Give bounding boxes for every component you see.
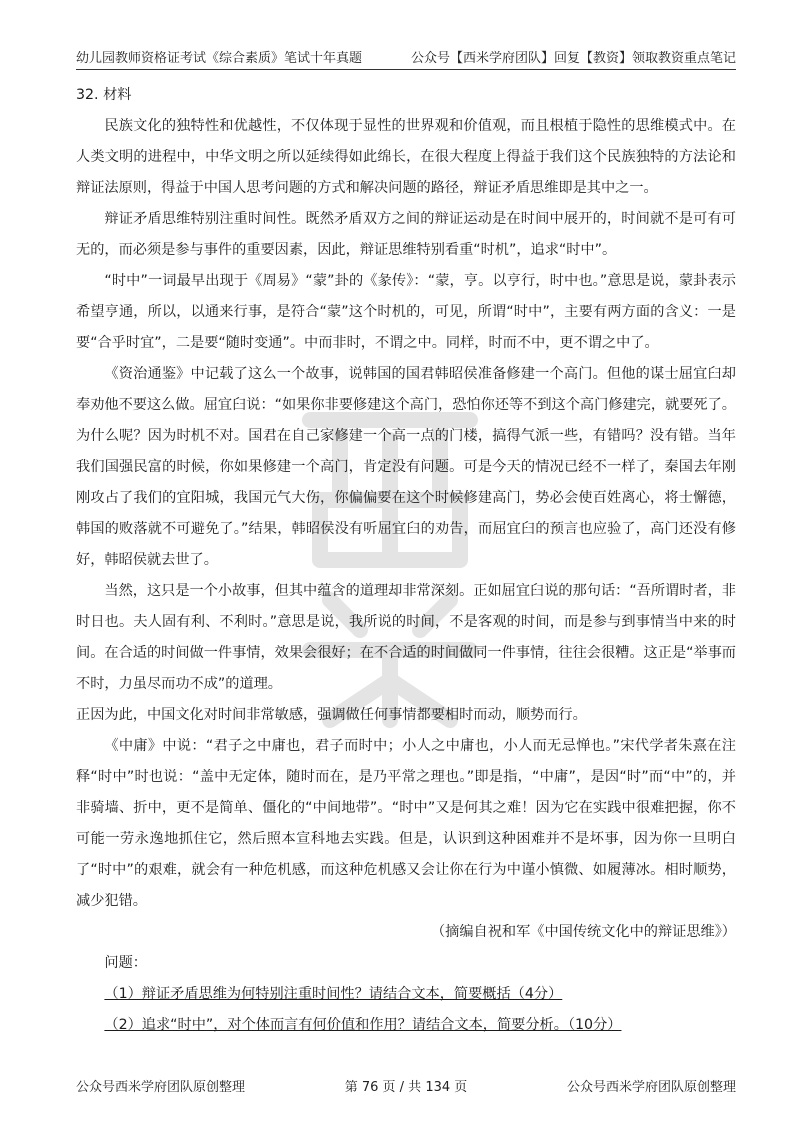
header-title: 幼儿园教师资格证考试《综合素质》笔试十年真题 [76, 51, 363, 66]
footer-left: 公众号西米学府团队原创整理 [76, 1080, 246, 1095]
page-footer [76, 1076, 736, 1095]
paragraph: “时中”一词最早出现于《周易》“蒙”卦的《彖传》：“蒙，亨。以亨行，时中也。”意思是说，蒙卦表示希望亨通，所以，以通来行事，是符合“蒙”这个时机的，可见，所谓“时中”，主要有两方面的含义：一是要“合乎时宜”，二是要“随时变通”。中而非时，不谓之中。同样，时而不中，更不谓之中了。 [76, 273, 736, 351]
question-number: 32. 材料 [76, 87, 132, 103]
paragraph: 辩证矛盾思维特别注重时间性。既然矛盾双方之间的辩证运动是在时间中展开的，时间就不是可有可无的，而必须是参与事件的重要因素，因此，辩证思维特别看重“时机”，追求“时中”。 [76, 211, 736, 258]
page-number: 第 76 页 / 共 134 页 [344, 1080, 468, 1095]
paragraph: 正因为此，中国文化对时间非常敏感，强调做任何事情都要相时而动，顺势而行。 [76, 707, 587, 723]
sub-question [76, 1010, 736, 1041]
source-citation: （摘编自祝和军《中国传统文化中的辩证思维》） [430, 924, 736, 940]
sub-question-text: （1）辩证矛盾思维为何特别注重时间性？请结合文本，简要概括（4分） [104, 986, 563, 1002]
sub-question-text: （2）追求“时中”，对个体而言有何价值和作用？请结合文本，简要分析。（10分） [104, 1017, 622, 1033]
paragraph: 《资治通鉴》中记载了这么一个故事，说韩国的国君韩昭侯准备修建一个高门。但他的谋士屈宜臼却奉劝他不要这么做。屈宜臼说：“如果你非要修建这个高门，恐怕你还等不到这个高门修建完，就要死了。为什么呢？因为时机不对。国君在自己家修建一个高一点的门楼，搞得气派一些，有错吗？没有错。当年我们国强民富的时候，你如果修建一个高门，肯定没有问题。可是今天的情况已经不一样了，秦国去年刚刚攻占了我们的宜阳城，我国元气大伤，你偏偏要在这个时候修建高门，势必会使百姓离心，将士懈德，韩国的败落就不可避免了。”结果，韩昭侯没有听屈宜臼的劝告，而屈宜臼的预言也应验了，高门还没有修好，韩昭侯就去世了。 [76, 366, 736, 568]
footer-right: 公众号西米学府团队原创整理 [566, 1080, 736, 1095]
paragraph: 《中庸》中说：“君子之中庸也，君子而时中；小人之中庸也，小人而无忌惮也。”宋代学者朱熹在注释“时中”时也说：“盖中无定体，随时而在，是乃平常之理也。”即是指，“中庸”，是因“时”而“中”的，并非骑墙、折中，更不是简单、僵化的“中间地带”。“时中”又是何其之难！因为它在实践中很难把握，你不可能一劳永逸地抓住它，然后照本宣科地去实践。但是，认识到这种困难并不是坏事，因为你一旦明白了“时中”的艰难，就会有一种危机感，而这种危机感又会让你在行为中谨小慎微、如履薄冰。相时顺势，减少犯错。 [76, 738, 736, 909]
question-content [76, 80, 736, 1041]
question-label: 问题： [104, 955, 147, 971]
paragraph: 当然，这只是一个小故事，但其中蕴含的道理却非常深刻。正如屈宜臼说的那句话：“吾所谓时者，非时日也。夫人固有利、不利时。”意思是说，我所说的时间，不是客观的时间，而是参与到事情当中来的时间。在合适的时间做一件事情，效果会很好；在不合适的时间做同一件事情，往往会很糟。这正是“举事而不时，力虽尽而功不成”的道理。 [76, 583, 736, 692]
paragraph: 民族文化的独特性和优越性，不仅体现于显性的世界观和价值观，而且根植于隐性的思维模式中。在人类文明的进程中，中华文明之所以延续得如此绵长，在很大程度上得益于我们这个民族独特的方法论和辩证法原则，得益于中国人思考问题的方式和解决问题的路径，辩证矛盾思维即是其中之一。 [76, 118, 736, 196]
sub-question [76, 979, 736, 1010]
page-header [76, 40, 736, 70]
header-promo: 公众号【西米学府团队】回复【教资】领取教资重点笔记 [410, 51, 736, 66]
